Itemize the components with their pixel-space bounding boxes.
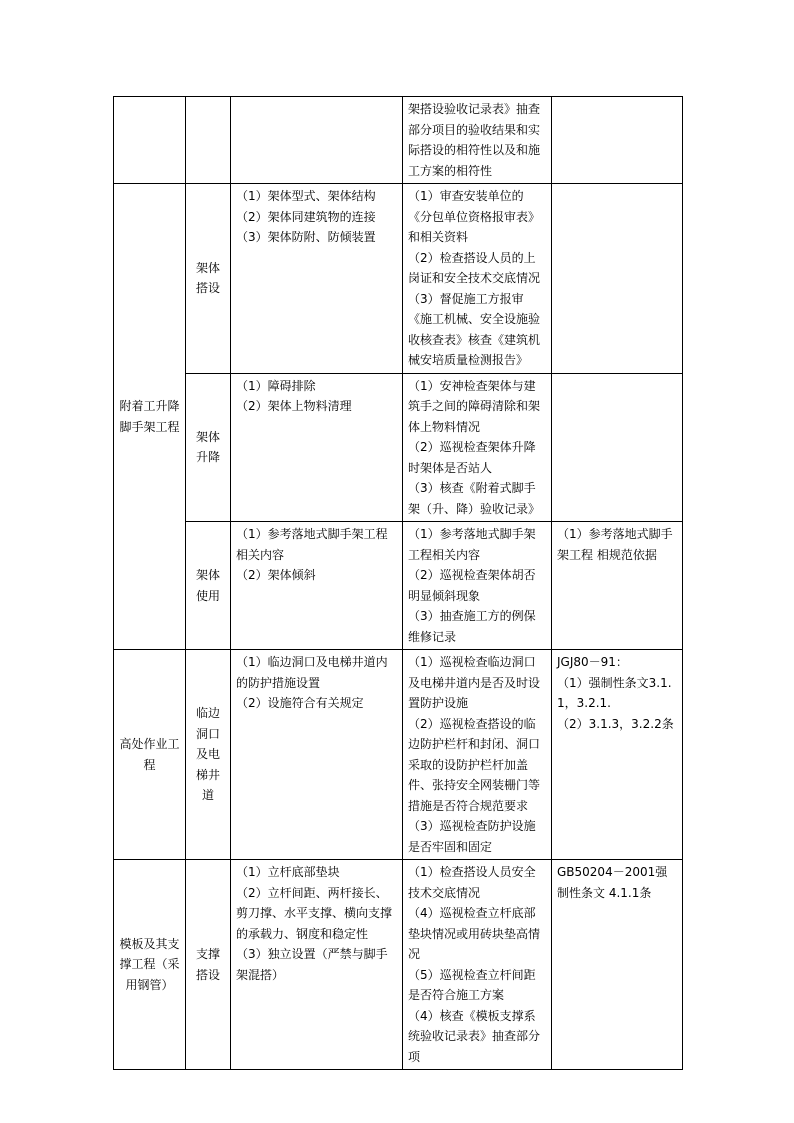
category-cell: 附着工升降脚手架工程 — [114, 184, 186, 650]
category-cell: 高处作业工程 — [114, 650, 186, 860]
basis-cell — [552, 650, 683, 860]
check-method-cell — [403, 522, 552, 650]
basis-line: JGJ80－91： — [557, 655, 628, 669]
control-content-cell — [231, 860, 403, 1070]
check-line: （3）核查《附着式脚手架（升、降）验收记录》 — [408, 481, 541, 516]
basis-line: （1）参考落地式脚手架工程 相规范依据 — [557, 527, 673, 562]
subitem-cell: 临边洞口及电梯井道 — [186, 650, 231, 860]
content-line: （2）架体上物料清理 — [236, 399, 352, 413]
table-row — [114, 373, 683, 522]
content-line: （2）立杆间距、两杆接长、剪刀撑、水平支撑、横向支撑的承载力、钢度和稳定性 — [236, 885, 393, 941]
table-row — [114, 860, 683, 1070]
check-line: （2）巡视检查搭设的临边防护栏杆和封闭、洞口采取的设防护栏杆加盖件、张持安全网装栅门等措施是否符合规范要求 — [408, 716, 541, 813]
check-line: （2）检查搭设人员的上岗证和安全技术交底情况 — [408, 250, 541, 285]
subitem-cell: 支撑搭设 — [186, 860, 231, 1070]
check-line: （4）巡视检查立杆底部垫块情况或用砖块垫高情况 — [408, 906, 541, 961]
check-line: （1）巡视检查临边洞口及电梯井道内是否及时设置防护设施 — [408, 655, 541, 710]
check-method-cell — [403, 97, 552, 184]
check-line: （1）检查搭设人员安全技术交底情况 — [408, 865, 536, 900]
control-content-cell — [231, 184, 403, 374]
subitem-cell: 架体升降 — [186, 373, 231, 522]
check-line: （4）核查《模板支撑系统验收记录表》抽查部分项 — [408, 1008, 541, 1064]
basis-line: （2）3.1.3，3.2.2条 — [557, 716, 674, 731]
category-cell: 模板及其支撑工程（采用钢管） — [114, 860, 186, 1070]
control-content-cell — [231, 522, 403, 650]
table-row — [114, 522, 683, 650]
basis-line: （1）强制性条文3.1.1，3.2.1. — [557, 675, 672, 710]
subitem-cell: 架体搭设 — [186, 184, 231, 374]
check-method-cell — [403, 184, 552, 374]
subitem-cell — [186, 97, 231, 184]
basis-cell — [552, 97, 683, 184]
content-line: （3）架体防附、防倾装置 — [236, 230, 376, 244]
content-line: （1）障碍排除 — [236, 378, 316, 393]
table-row — [114, 650, 683, 860]
table-row — [114, 97, 683, 184]
content-line: （1）立杆底部垫块 — [236, 865, 340, 879]
content-line: （2）设施符合有关规定 — [236, 696, 364, 710]
category-cell — [114, 97, 186, 184]
check-line: （1）审查安装单位的《分包单位资格报审表》和相关资料 — [408, 189, 541, 244]
check-line: （2）巡视检查架体升降时架体是否站人 — [408, 440, 536, 475]
content-line: （1）架体型式、架体结构 — [236, 189, 376, 203]
check-method-cell — [403, 650, 552, 860]
check-line: （1）安神检查架体与建筑手之间的障碍清除和架体上物料情况 — [408, 378, 541, 434]
check-method-cell — [403, 860, 552, 1070]
basis-cell — [552, 373, 683, 522]
inspection-table — [113, 96, 683, 1070]
check-line: （2）巡视检查架体胡否明显倾斜现象 — [408, 568, 536, 603]
check-line: 架搭设验收记录表》抽查部分项目的验收结果和实际搭设的相符性以及和施工方案的相符性 — [408, 102, 541, 178]
content-line: （2）架体同建筑物的连接 — [236, 209, 376, 224]
content-line: （3）独立设置（严禁与脚手架混搭） — [236, 947, 388, 982]
basis-line: GB50204－2001强制性条文 4.1.1条 — [557, 865, 668, 900]
control-content-cell — [231, 97, 403, 184]
control-content-cell — [231, 373, 403, 522]
basis-cell — [552, 522, 683, 650]
check-line: （3）抽查施工方的例保维修记录 — [408, 609, 536, 644]
subitem-cell: 架体使用 — [186, 522, 231, 650]
check-line: （3）巡视检查防护设施是否牢固和固定 — [408, 819, 536, 854]
basis-cell — [552, 184, 683, 374]
check-line: （3）督促施工方报审《施工机械、安全设施验收核查表》核查《建筑机械安培质量检测报告》 — [408, 291, 541, 367]
check-line: （5）巡视检查立杆间距是否符合施工方案 — [408, 967, 536, 1002]
check-method-cell — [403, 373, 552, 522]
content-line: （2）架体倾斜 — [236, 568, 316, 582]
control-content-cell — [231, 650, 403, 860]
content-line: （1）参考落地式脚手架工程相关内容 — [236, 527, 388, 562]
table-row — [114, 184, 683, 374]
basis-cell — [552, 860, 683, 1070]
check-line: （1）参考落地式脚手架工程相关内容 — [408, 527, 536, 562]
content-line: （1）临边洞口及电梯井道内的防护措施设置 — [236, 655, 388, 690]
